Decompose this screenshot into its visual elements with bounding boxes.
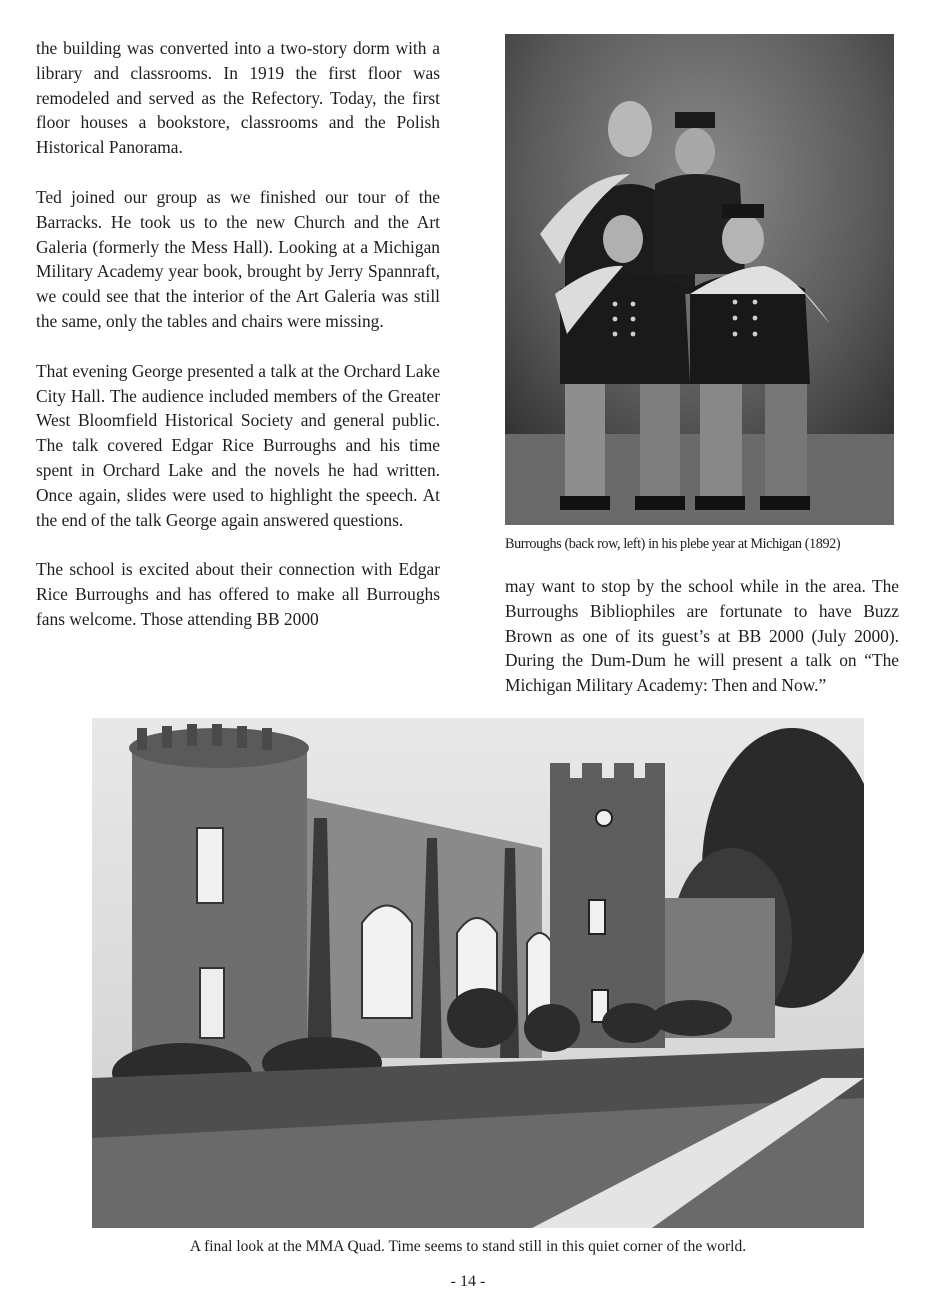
paragraph: Ted joined our group as we finished our tour of the Barracks. He took us to the new Church and the Art Galeria (formerly the Mess Hall). Looking at a Michigan Military Academy year book, brought by Jerry Spannraft, we could see that the interior of the Art Galeria was still the same, only the tables and chairs were missing.	[36, 186, 440, 331]
paragraph: That evening George presented a talk at the Orchard Lake City Hall. The audience included members of the Greater West Bloomfield Historical Society and general public. The talk covered Edgar Rice Burroughs and his time spent in Orchard Lake and the novels he had written. Once again, slides were used to highlight the speech. At the end of the talk George again answered questions.	[36, 360, 440, 530]
left-text-column	[36, 36, 440, 632]
right-text-column	[505, 574, 899, 698]
quad-photo-caption: A final look at the MMA Quad. Time seems to stand still in this quiet corner of the world.	[189, 1238, 747, 1255]
page-number: - 14 -	[450, 1273, 486, 1290]
paragraph: The school is excited about their connection with Edgar Rice Burroughs and has offered to make all Burroughs fans welcome. Those attending BB 2000	[36, 559, 440, 629]
paragraph: the building was converted into a two-story dorm with a library and classrooms. In 1919 the first floor was remodeled and served as the Refectory. Today, the first floor houses a bookstore, classrooms and the Polish Historical Panorama.	[36, 38, 440, 158]
paragraph: may want to stop by the school while in the area. The Burroughs Bibliophiles are fortunate to have Buzz Brown as one of its guest’s at BB 2000 (July 2000). During the Dum-Dum he will present a talk on “The Michigan Military Academy: Then and Now.”	[505, 576, 899, 696]
quad-building-photo	[92, 718, 864, 1228]
cadets-photo-caption: Burroughs (back row, left) in his plebe year at Michigan (1892)	[505, 536, 841, 552]
cadets-photo	[505, 34, 894, 525]
